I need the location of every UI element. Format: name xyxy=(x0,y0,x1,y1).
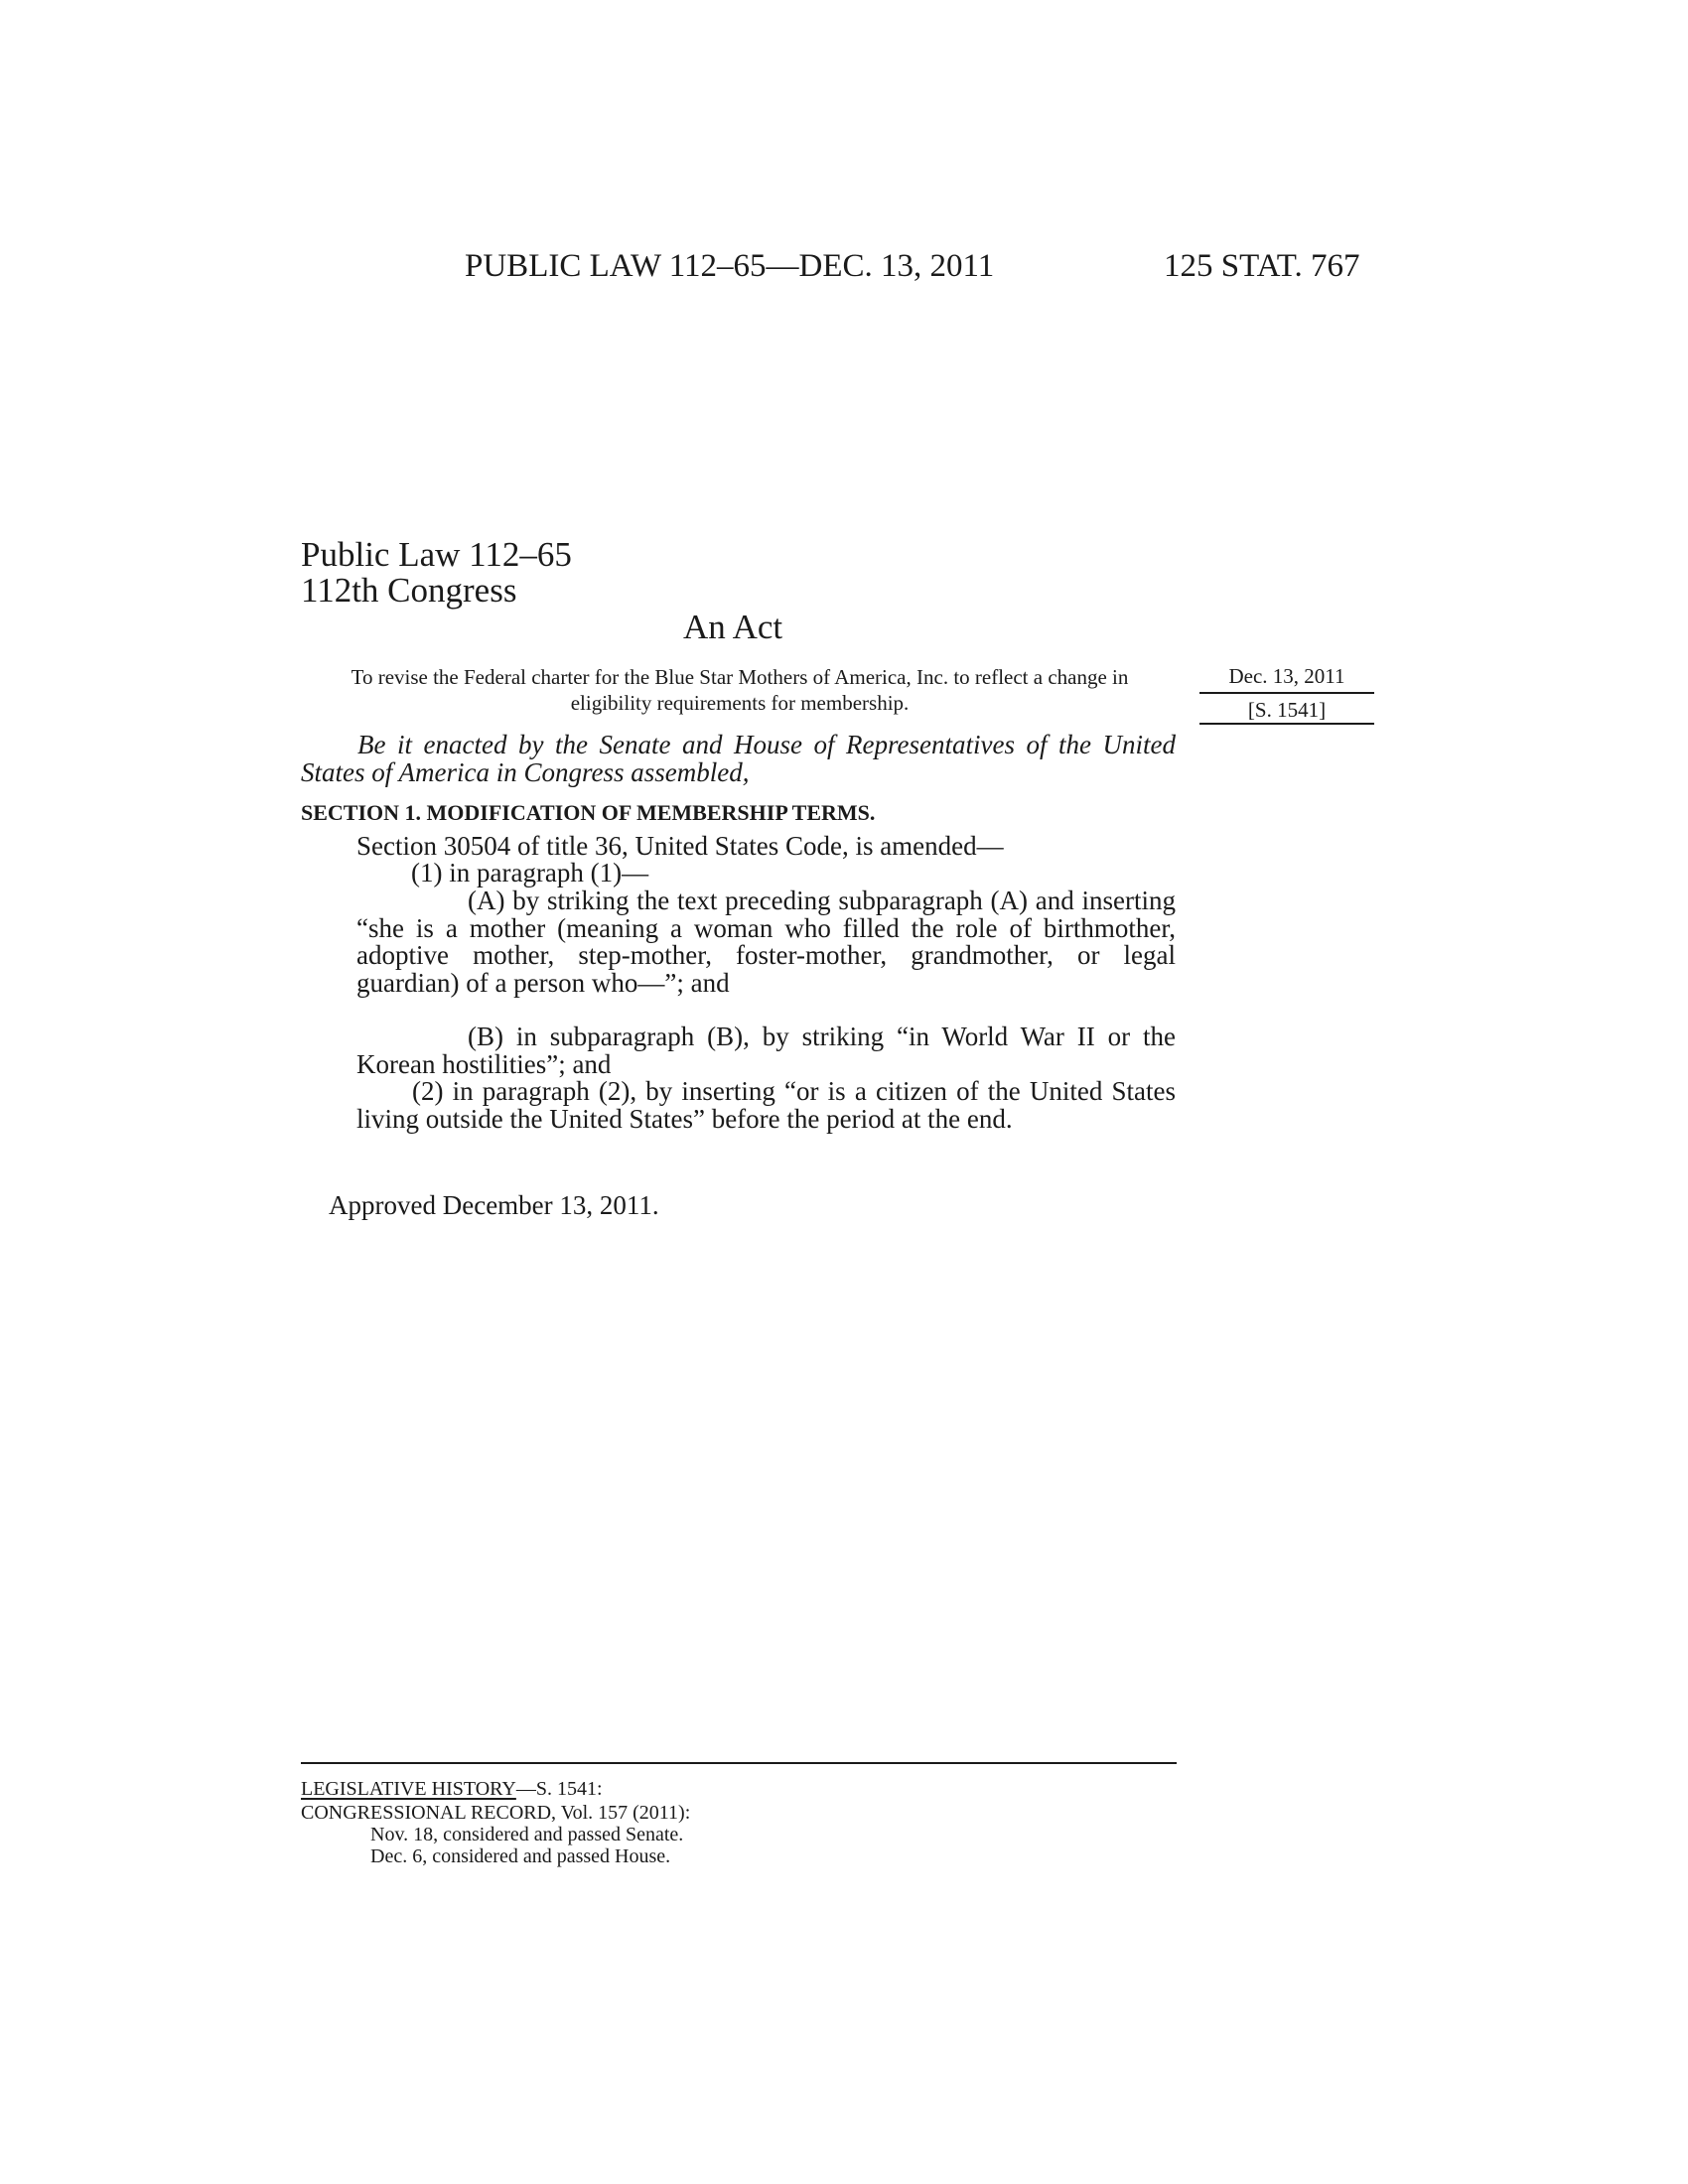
margin-note xyxy=(1199,663,1374,725)
act-purpose: To revise the Federal charter for the Blue Star Mothers of America, Inc. to reflect a change in eligibility requirements for membership. xyxy=(351,665,1129,715)
paragraph-1: (1) in paragraph (1)— xyxy=(411,858,649,887)
approval-date: Approved December 13, 2011. xyxy=(329,1190,659,1220)
footer-rule xyxy=(301,1762,1177,1764)
paragraph-2: (2) in paragraph (2), by inserting “or is a citizen of the United States living outside the United States” before the period at the end. xyxy=(356,1076,1176,1134)
history-action: Dec. 6, considered and passed House. xyxy=(370,1845,671,1867)
legislative-history-label: LEGISLATIVE HISTORY xyxy=(301,1778,516,1800)
legislative-history-bill: —S. 1541: xyxy=(515,1778,603,1800)
running-header-title: PUBLIC LAW 112–65—DEC. 13, 2011 xyxy=(465,248,995,284)
legislative-history xyxy=(301,1778,603,1800)
history-action: Nov. 18, considered and passed Senate. xyxy=(370,1824,684,1845)
statute-page-citation: 125 STAT. 767 xyxy=(1164,248,1360,284)
congress-number: 112th Congress xyxy=(301,571,517,610)
subparagraph-b: (B) in subparagraph (B), by striking “in World War II or the Korean hostilities”; and xyxy=(356,1022,1176,1079)
congressional-record: CONGRESSIONAL RECORD, Vol. 157 (2011): xyxy=(301,1802,691,1824)
amendment-lead: Section 30504 of title 36, United States Code, is amended— xyxy=(356,831,1004,861)
section-heading: SECTION 1. MODIFICATION OF MEMBERSHIP TERMS. xyxy=(301,800,876,825)
act-heading: An Act xyxy=(683,608,783,646)
subparagraph-a: (A) by striking the text preceding subparagraph (A) and inserting “she is a mother (meaning a woman who filled the role of birthmother, adoptive mother, step-mother, foster-mother, grandmother, or legal guardian) of a person who—”; and xyxy=(356,886,1176,998)
margin-note-date: Dec. 13, 2011 xyxy=(1199,663,1374,694)
enacting-clause: Be it enacted by the Senate and House of Representatives of the United States of America in Congress assembled, xyxy=(301,730,1176,787)
public-law-title: Public Law 112–65 xyxy=(301,535,572,574)
margin-note-bill-number: [S. 1541] xyxy=(1199,694,1374,725)
